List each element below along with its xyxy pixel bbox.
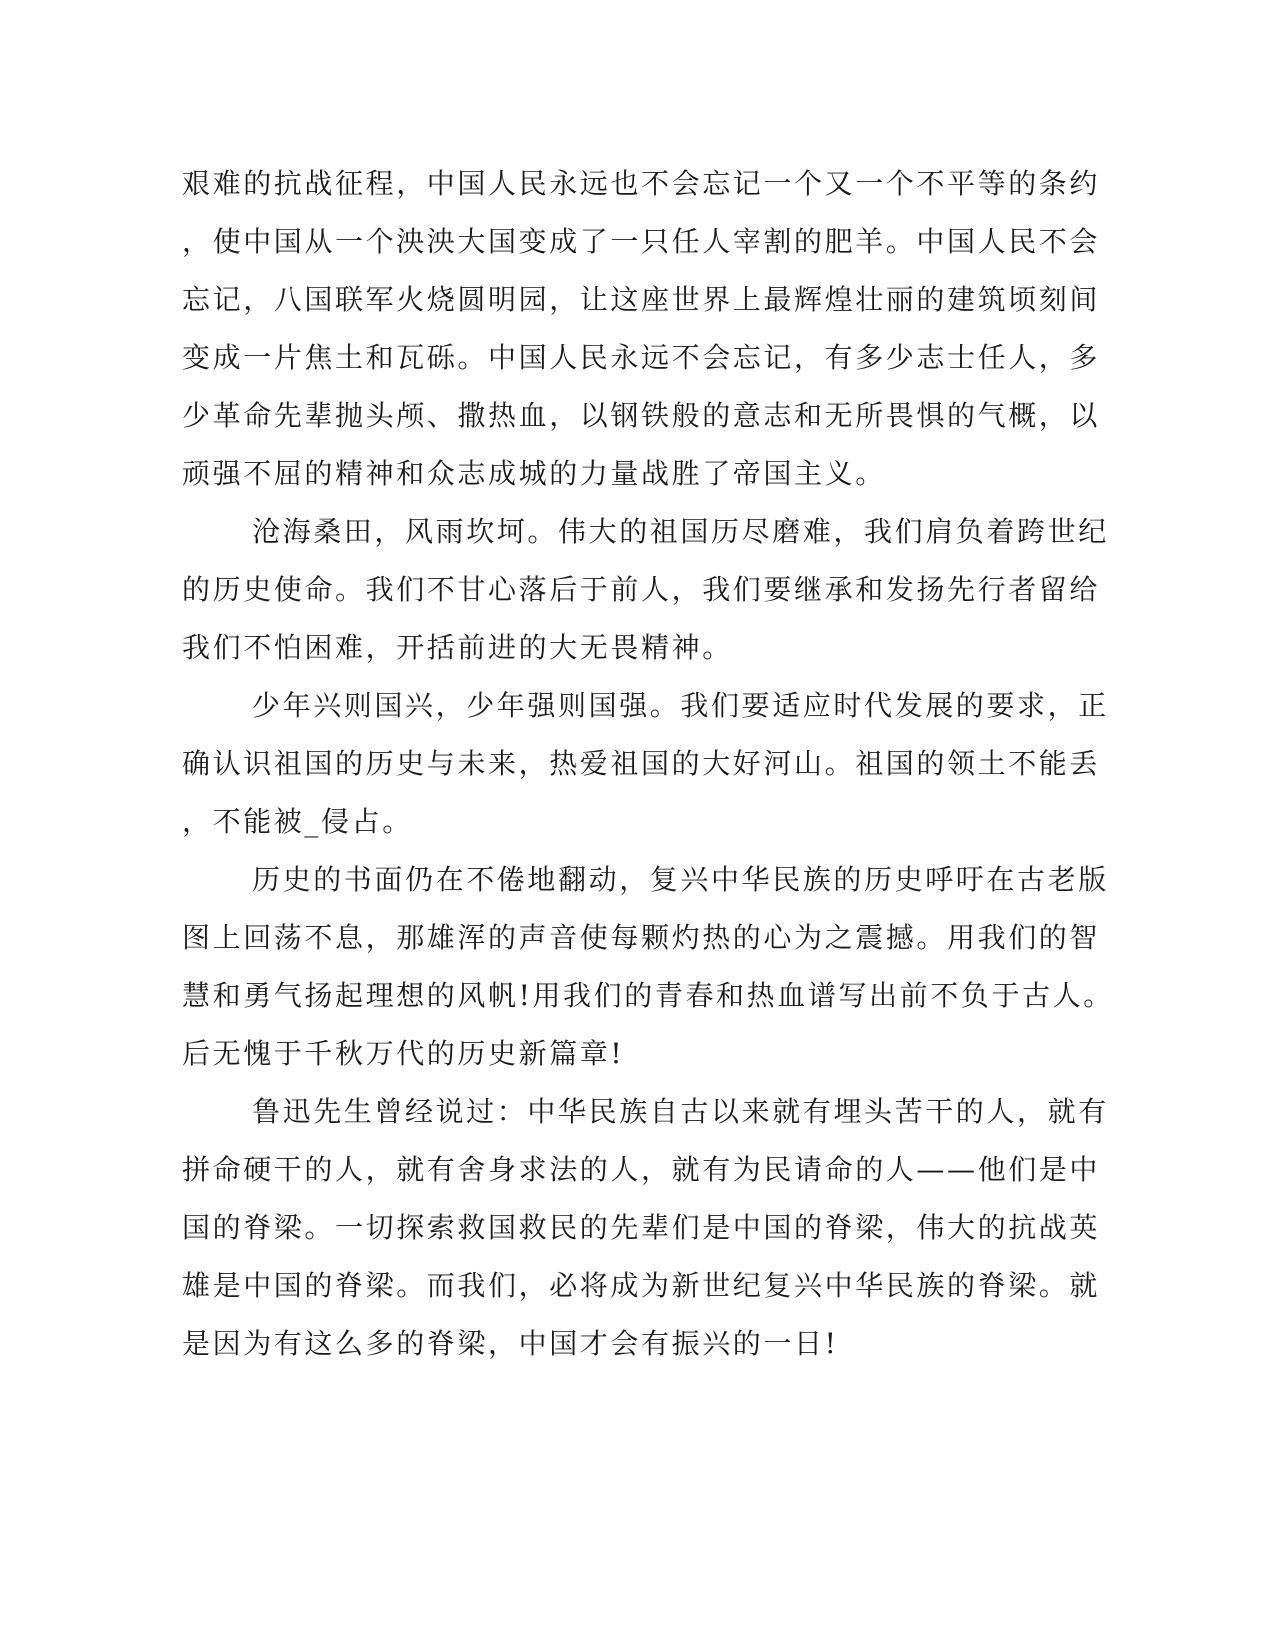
paragraph-first-line: 少年兴则国兴，少年强则国强。我们要适应时代发展的要求，正 (252, 689, 1109, 722)
text-line: 后无愧于千秋万代的历史新篇章! (182, 1037, 625, 1070)
text-line: 的历史使命。我们不甘心落后于前人，我们要继承和发扬先行者留给 (182, 573, 1101, 606)
text-line: ，不能被_侵占。 (182, 805, 413, 838)
text-line: 艰难的抗战征程，中国人民永远也不会忘记一个又一个不平等的条约 (182, 167, 1101, 200)
text-line: 确认识祖国的历史与未来，热爱祖国的大好河山。祖国的领土不能丢 (182, 747, 1101, 780)
body-text (182, 155, 1114, 1373)
text-line: 忘记，八国联军火烧圆明园，让这座世界上最辉煌壮丽的建筑顷刻间 (182, 283, 1101, 316)
text-line: 慧和勇气扬起理想的风帆!用我们的青春和热血谱写出前不负于古人。 (182, 979, 1114, 1012)
paragraph-first-line: 鲁迅先生曾经说过：中华民族自古以来就有埋头苦干的人，就有 (252, 1095, 1109, 1128)
text-line: 是因为有这么多的脊梁，中国才会有振兴的一日! (182, 1327, 839, 1360)
text-line: ，使中国从一个泱泱大国变成了一只任人宰割的肥羊。中国人民不会 (182, 225, 1101, 258)
text-line: 图上回荡不息，那雄浑的声音使每颗灼热的心为之震撼。用我们的智 (182, 921, 1101, 954)
text-line: 顽强不屈的精神和众志成城的力量战胜了帝国主义。 (182, 457, 886, 490)
text-line: 国的脊梁。一切探索救国救民的先辈们是中国的脊梁，伟大的抗战英 (182, 1211, 1101, 1244)
text-line: 拼命硬干的人，就有舍身求法的人，就有为民请命的人——他们是中 (182, 1153, 1101, 1186)
text-line: 雄是中国的脊梁。而我们，必将成为新世纪复兴中华民族的脊梁。就 (182, 1269, 1101, 1302)
paragraph-first-line: 历史的书面仍在不倦地翻动，复兴中华民族的历史呼吁在古老版 (252, 863, 1109, 896)
paragraph-first-line: 沧海桑田，风雨坎坷。伟大的祖国历尽磨难，我们肩负着跨世纪 (252, 515, 1109, 548)
text-line: 少革命先辈抛头颅、撒热血，以钢铁般的意志和无所畏惧的气概，以 (182, 399, 1101, 432)
text-line: 我们不怕困难，开括前进的大无畏精神。 (182, 631, 733, 664)
text-line: 变成一片焦土和瓦砾。中国人民永远不会忘记，有多少志士任人，多 (182, 341, 1101, 374)
